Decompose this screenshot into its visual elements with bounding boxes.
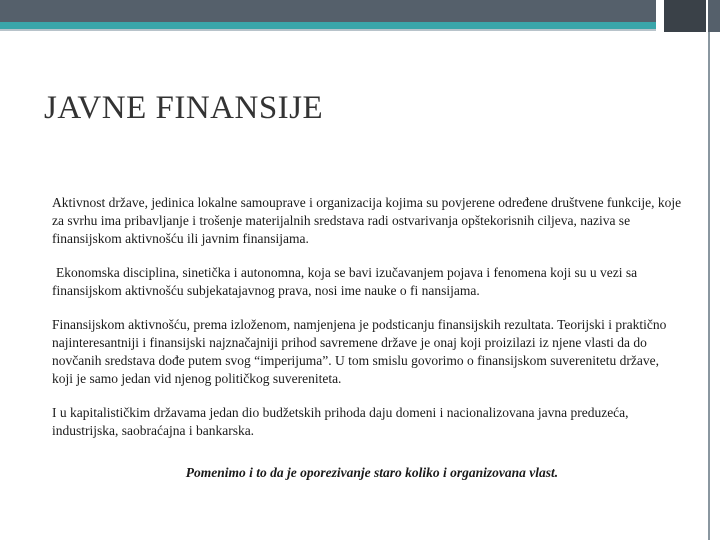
header-bar-line xyxy=(0,29,656,31)
slide-body xyxy=(52,194,682,482)
paragraph-1: Aktivnost države, jedinica lokalne samouprave i organizacija kojima su povjerene određene društvene funkcije, koje za svrhu ima pribavljanje i trošenje materijalnih sredstava radi ostvarivanja opštekorisnih ciljeva, naziva se finansijskom aktivnošću ili javnim finansijama. xyxy=(52,195,682,246)
corner-decoration-right xyxy=(708,0,720,32)
header-bar-dark xyxy=(0,0,656,22)
slide-title: JAVNE FINANSIJE xyxy=(44,90,324,126)
right-edge-line xyxy=(708,32,710,540)
paragraph-4: I u kapitalističkim državama jedan dio budžetskih prihoda daju domeni i nacionalizovana javna preduzeća, industrijska, saobraćajna i bankarska. xyxy=(52,405,629,438)
paragraph-2: Ekonomska disciplina, sinetička i autonomna, koja se bavi izučavanjem pojava i fenomena koji su u vezi sa finansijskom aktivnošću subjekatajavnog prava, nosi ime nauke o fi nansijama. xyxy=(52,265,638,298)
paragraph-3: Finansijskom aktivnošću, prema izloženom, namjenjena je podsticanju finansijskih rezultata. Teorijski i praktično najinteresantniji i finansijski najznačajniji prihod savremene države je onaj koji proizilazi iz njene vlasti da do novčanih sredstava dođe putem svog “imperijuma”. U tom smislu govorimo o finansijskom suverenitetu države, koji je samo jedan vid njenog političkog suvereniteta. xyxy=(52,317,667,386)
header-bar-accent xyxy=(0,22,656,29)
closing-statement: Pomenimo i to da je oporezivanje staro koliko i organizovana vlast. xyxy=(185,465,559,480)
